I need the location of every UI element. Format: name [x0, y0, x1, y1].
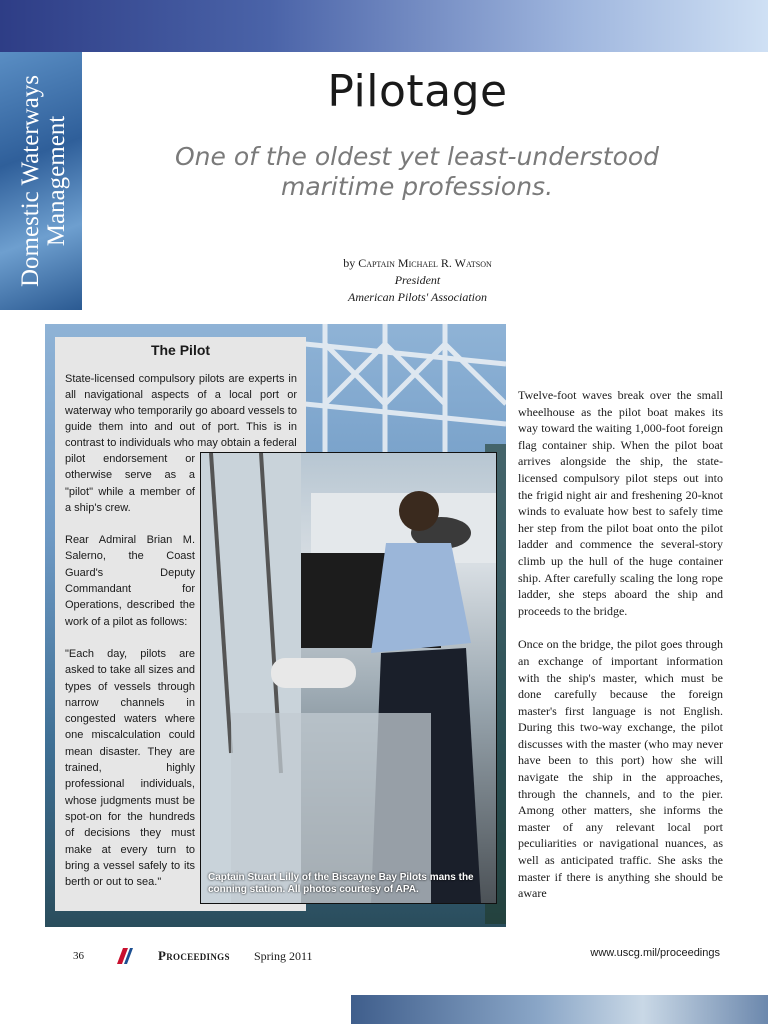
byline-organization: American Pilots' Association: [347, 290, 487, 304]
sidebar-paragraph: Rear Admiral Brian M. Salerno, the Coast Guard's Deputy Commandant for Operations, described the work of a pilot as follows:: [65, 534, 195, 628]
journal-name: Proceedings: [158, 948, 230, 963]
conning-station-photo: [200, 452, 497, 904]
byline: [300, 255, 535, 306]
article-paragraph: Twelve-foot waves break over the small wheelhouse as the pilot boat makes its way toward the waiting 1,000-foot foreign flag container ship. When the pilot boat arrives alongside the ship, the state-licensed compulsory pilot steps out into the frigid night air and freshening 20-knot winds to evaluate how best to safely time her step from the pilot boat onto the pilot ladder and commence the several-story climb up the hull of the huge container ship. After carefully scaling the long rope ladder, she steps aboard the ship and proceeds to the bridge.: [518, 388, 723, 618]
coast-guard-stripe-icon: [113, 948, 135, 964]
issue-date: Spring 2011: [254, 949, 313, 963]
bottom-photo-strip: [351, 995, 768, 1024]
sidebar-quote: "Each day, pilots are asked to take all sizes and types of vessels through narrow channels in congested waters where one miscalculation could mean disaster. They are trained, highly professional individuals, whose judgments must be spot-on for the hundreds of decisions they must make at every turn to bring a vessel safely to its berth or out to sea.": [65, 647, 195, 889]
photo-caption: Captain Stuart Lilly of the Biscayne Bay Pilots mans the conning station. All photos courtesy of APA.: [208, 872, 474, 895]
footer-url[interactable]: www.uscg.mil/proceedings: [590, 947, 720, 959]
byline-prefix: by: [343, 256, 356, 270]
byline-role: President: [394, 273, 441, 287]
header-band: [0, 0, 768, 52]
article-body: [518, 387, 723, 919]
pilot-at-conning-station-image: [201, 453, 496, 903]
article-paragraph: Once on the bridge, the pilot goes through an exchange of important information with the ship's master, which must be done carefully because the foreign master's first language is not English. During this two-way exchange, the pilot discusses with the master (who may never have been to this port) how she will navigate the ship in the approaches, through the channels, and to the pier. Among other matters, she informs the master of any relevant local port peculiarities or navigational nuances, as well as anticipated traffic. She asks the master if there is anything she should be aware: [518, 637, 723, 901]
article-subtitle: One of the oldest yet least-understood maritime professions.: [174, 142, 660, 201]
page-number: 36: [73, 950, 84, 962]
article-title: Pilotage: [327, 66, 508, 117]
sidebar-intro: State-licensed compulsory pilots are experts in all navigational aspects of a local port or waterway who temporarily go aboard vessels to guide them into and out of port. This is in contrast to individuals who may obtain a federal: [65, 373, 297, 449]
sidebar-paragraph: pilot endorsement or otherwise serve as a "pilot" while a member of a ship's crew.: [65, 453, 195, 514]
section-tab-label: Domestic Waterways Management: [17, 74, 70, 288]
byline-author: Captain Michael R. Watson: [358, 256, 492, 270]
sidebar-text-column: [65, 451, 195, 906]
sidebar-title: The Pilot: [150, 342, 211, 358]
